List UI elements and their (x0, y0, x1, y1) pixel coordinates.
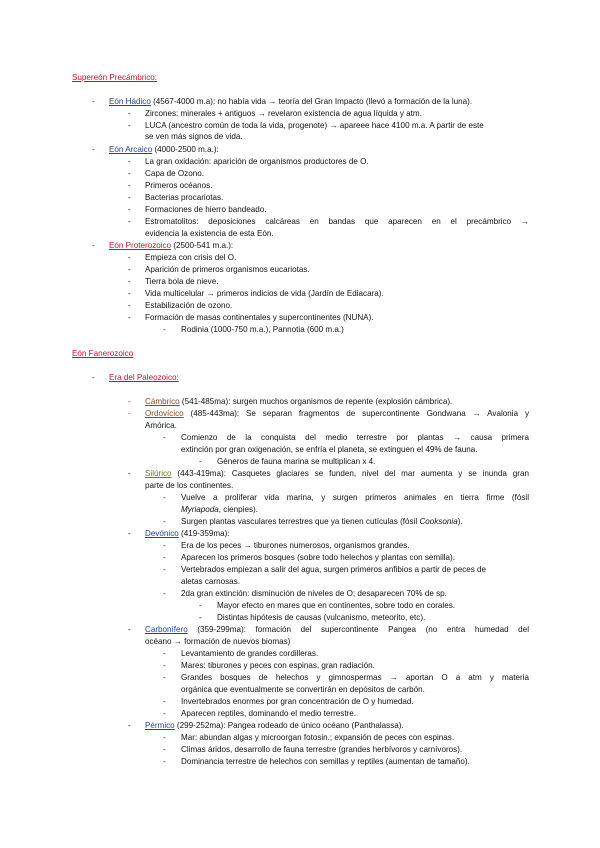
list-item: Vertebrados empiezan a salir del agua, surgen primeros anfibios a partir de peces de (181, 565, 487, 574)
list-item: Invertebrados enormes por gran concentración de O y humedad. (181, 697, 414, 706)
bullet-dash: - (163, 757, 166, 766)
ordovicico-label: Ordovícico (145, 409, 184, 418)
sub-item: Géneros de fauna marina se multiplican x 4. (217, 457, 376, 466)
list-item-cont: aletas carnosas. (181, 577, 240, 586)
silurico-cont: parte de los continentes. (145, 481, 234, 490)
devonico-label: Devónico (145, 529, 179, 538)
bullet-dash: - (128, 193, 131, 202)
permico-text: (299-252ma): Pangea rodeado de único océano (Panthalassa). (174, 721, 404, 730)
bullet-dash: - (128, 205, 131, 214)
bullet-dash: - (128, 109, 131, 118)
bullet-dash: - (128, 289, 131, 298)
bullet-dash: - (163, 517, 166, 526)
list-item: Capa de Ozono. (145, 169, 204, 178)
silurico-line (145, 469, 529, 479)
proterozoico-text: (2500-541 m.a.): (171, 241, 234, 250)
arcaico-label: Eón Arcaico (109, 145, 153, 154)
bullet-dash: - (163, 697, 166, 706)
bullet-dash: - (163, 433, 166, 442)
proterozoico-line (109, 241, 233, 251)
heading-precambrico: Supereón Precámbrico: (72, 73, 158, 82)
sub-item: Rodinia (1000-750 m.a.), Pannotia (600 m.a.) (181, 325, 344, 334)
cambrico-label: Cámbrico (145, 397, 180, 406)
list-item: LUCA (ancestro común de toda la vida, progenote) → apareee hace 4100 m.a. A partir de este (145, 121, 484, 130)
bullet-dash: - (128, 277, 131, 286)
ordovicico-line (145, 409, 529, 419)
list-item: Primeros océanos. (145, 181, 213, 190)
list-item: Bacterias procariotas. (145, 193, 224, 202)
bullet-dash: - (199, 613, 202, 622)
bullet-dash: - (128, 253, 131, 262)
hadico-label: Eón Hádico (109, 97, 151, 106)
cambrico-text: (541-485ma): surgen muchos organismos de repente (explosión cámbrica). (179, 397, 453, 406)
list-item: Zircones: minerales + antiguos → revelaron existencia de agua líquida y atm. (145, 109, 422, 118)
list-item: Estromatolitos: deposiciones calcáreas en bandas que aparecen en el precámbrico → (145, 217, 529, 226)
heading-fanerozoico: Eón Fanerozoico (72, 349, 134, 358)
bullet-dash: - (163, 541, 166, 550)
list-item-cont: se ven más signos de vida. (145, 132, 243, 141)
carbonifero-label: Carbonífero (145, 625, 188, 634)
bullet-dash: - (128, 625, 131, 634)
silurico-label: Silúrico (145, 469, 172, 478)
list-item: Tierra bola de nieve. (145, 277, 219, 286)
bullet-dash: - (163, 565, 166, 574)
bullet-dash: - (92, 241, 95, 250)
list-item: Dominancia terrestre de helechos con semillas y reptiles (aumentan de tamaño). (181, 757, 470, 766)
bullet-dash: - (128, 121, 131, 130)
bullet-dash: - (92, 97, 95, 106)
proterozoico-label: Eón Proterozoico (109, 241, 172, 250)
myriapoda-text: Myriapoda (181, 505, 219, 514)
list-item: 2da gran extinción: disminución de niveles de O; desaparecen 70% de sp. (181, 589, 447, 598)
sub-item: Distintas hipótesis de causas (vulcanismo, meteorito, etc). (217, 613, 426, 622)
ordovicico-cont: Amórica. (145, 421, 177, 430)
bullet-dash: - (199, 457, 202, 466)
hadico-text: (4567-4000 m.a): no había vida → teoría del Gran Impacto (llevó a formación de la luna). (150, 97, 473, 106)
list-item: Aparecen los primeros bosques (sobre todo helechos y plantas con semilla). (181, 553, 455, 562)
bullet-dash: - (128, 217, 131, 226)
list-item: Mares: tiburones y peces con espinas, gran radiación. (181, 661, 375, 670)
list-item-cont: orgánica que eventualmente se convertirán en depósitos de carbón. (181, 685, 425, 694)
bullet-dash: - (128, 265, 131, 274)
list-item: Aparición de primeros organismos eucariotas. (145, 265, 310, 274)
list-item-cont (181, 505, 258, 515)
carbonifero-text: (359-299ma): formación del supercontinente Pangea (no entra humedad del (187, 625, 529, 634)
bullet-dash: - (128, 181, 131, 190)
bullet-dash: - (128, 169, 131, 178)
bullet-dash: - (163, 709, 166, 718)
bullet-dash: - (128, 397, 131, 406)
list-item: La gran oxidación: aparición de organismos productores de O. (145, 157, 369, 166)
list-item: Formaciones de hierro bandeado. (145, 205, 267, 214)
silurico-text: (443-419ma): Casquetes glaciares se funden, nivel del mar aumenta y se inunda gran (171, 469, 529, 478)
list-item: Levantamiento de grandes cordilleras. (181, 649, 319, 658)
cooksonia-rest: ). (457, 517, 463, 526)
list-item: Comienzo de la conquista del medio terrestre por plantas → causa primera (181, 433, 529, 442)
list-item: Empieza con crisis del O. (145, 253, 237, 262)
bullet-dash: - (163, 553, 166, 562)
list-item: Aparecen reptiles, dominando el medio terrestre. (181, 709, 357, 718)
arcaico-line (109, 145, 219, 155)
cambrico-line (145, 397, 452, 407)
list-item: Vuelve a proliferar vida marina, y surgen primeros animales en tierra firme (fósil (181, 493, 529, 502)
bullet-dash: - (163, 493, 166, 502)
bullet-dash: - (128, 313, 131, 322)
list-item (181, 517, 463, 527)
carbonifero-cont: océano → formación de nuevos biomas) (145, 637, 291, 646)
list-item: Climas áridos, desarrollo de fauna terrestre (grandes herbívoros y carnívoros). (181, 745, 463, 754)
bullet-dash: - (128, 301, 131, 310)
bullet-dash: - (92, 145, 95, 154)
list-item-cont: evidencia la existencia de esta Eón. (145, 229, 274, 238)
list-item-cont: extinción por gran oxigenación, se enfría el planeta, se extinguen el 49% de fauna. (181, 445, 478, 454)
bullet-dash: - (163, 733, 166, 742)
bullet-dash: - (163, 673, 166, 682)
devonico-line (145, 529, 230, 539)
list-item: Estabilización de ozono. (145, 301, 233, 310)
bullet-dash: - (128, 157, 131, 166)
bullet-dash: - (199, 601, 202, 610)
cooksonia-pre: Surgen plantas vasculares terrestres que ya tienen cutículas (fósil (181, 517, 420, 526)
carbonifero-line (145, 625, 529, 635)
bullet-dash: - (128, 721, 131, 730)
devonico-text: (419-359ma): (178, 529, 230, 538)
sub-item: Mayor efecto en mares que en continentes, sobre todo en corales. (217, 601, 456, 610)
bullet-dash: - (163, 745, 166, 754)
cooksonia-text: Cooksonia (419, 517, 458, 526)
paleozoico-label: Era del Paleozoico: (109, 373, 179, 382)
ordovicico-text: (485-443ma): Se separan fragmentos de supercontinente Gondwana → Avalonia y (183, 409, 529, 418)
bullet-dash: - (128, 409, 131, 418)
bullet-dash: - (128, 469, 131, 478)
bullet-dash: - (163, 325, 166, 334)
arcaico-text: (4000-2500 m.a.): (152, 145, 219, 154)
bullet-dash: - (128, 529, 131, 538)
hadico-line (109, 97, 472, 107)
permico-line (145, 721, 404, 731)
bullet-dash: - (163, 649, 166, 658)
list-item: Era de los peces → tiburones numerosos, organismos grandes. (181, 541, 410, 550)
bullet-dash: - (163, 589, 166, 598)
permico-label: Pérmico (145, 721, 175, 730)
bullet-dash: - (92, 373, 95, 382)
bullet-dash: - (163, 661, 166, 670)
list-item: Formación de masas continentales y supercontinentes (NUNA). (145, 313, 374, 322)
list-item: Vida multicelular → primeros indicios de vida (Jardín de Ediacara). (145, 289, 384, 298)
list-item: Mar: abundan algas y microorgan fotosin.; expansión de peces con espinas. (181, 733, 455, 742)
myriapoda-rest: , cienpies). (218, 505, 258, 514)
list-item: Grandes bosques de helechos y gimnospermas → aportan O a atm y materia (181, 673, 529, 682)
